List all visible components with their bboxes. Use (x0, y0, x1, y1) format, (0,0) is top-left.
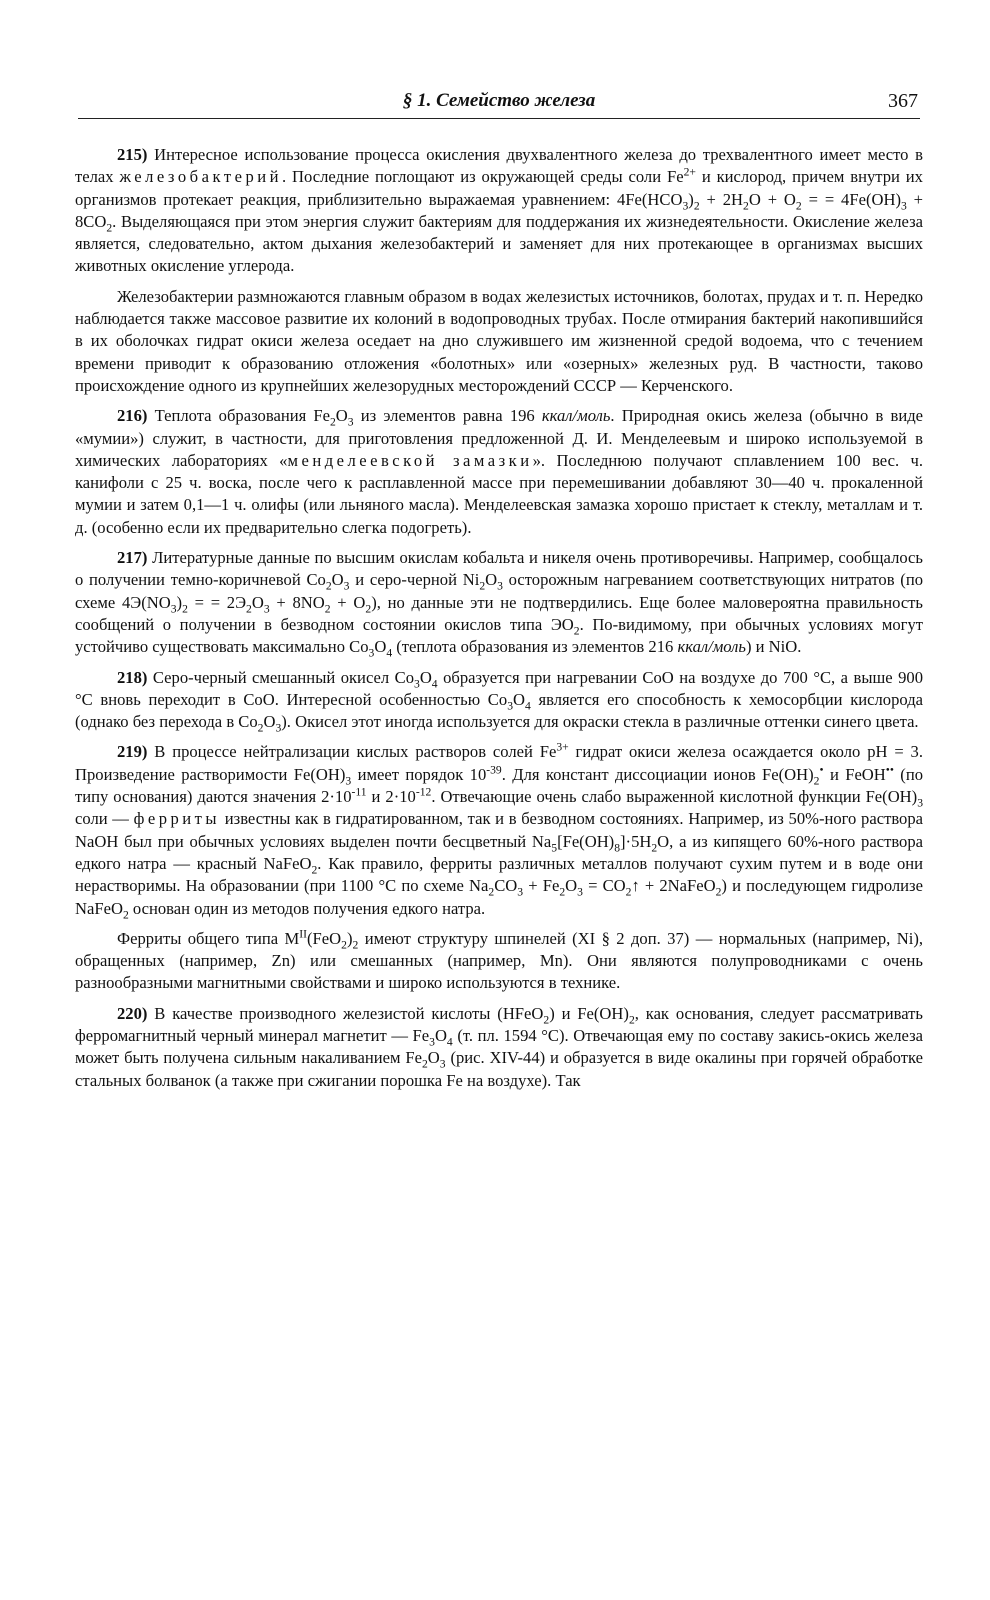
text: (т. пл. 1594 °C). Отвечающая ему по составу закись-окись железа может быть получена сильным накаливанием Fe (75, 1025, 924, 1068)
paragraph-220 (75, 1003, 923, 1092)
text: O (427, 1048, 440, 1068)
note-number: 215) (117, 145, 148, 164)
text: = = 4Fe(OH) (801, 189, 901, 209)
text: O (263, 712, 276, 732)
subscript: 3 (414, 676, 420, 690)
text: имеет порядок 10 (351, 764, 487, 784)
text: O (485, 570, 498, 590)
text: O, а из кипящего 60%-ного раствора едкого натра — красный NaFeO (75, 831, 924, 873)
subscript: 2 (329, 415, 336, 429)
text: = CO (582, 876, 626, 896)
paragraph-217 (75, 547, 923, 658)
text: соли — (75, 809, 134, 829)
text: O (513, 689, 525, 709)
text: гидрат окиси железа осаждается около pH = 3. Произведение растворимости Fe(OH) (75, 742, 923, 784)
text: ↑ + 2NaFeO (631, 876, 716, 896)
subscript: 3 (263, 601, 270, 615)
text: O (565, 876, 578, 896)
text: + 2H (699, 189, 744, 209)
superscript: • (819, 763, 824, 777)
text: . Отвечающие очень слабо выраженной кислотной функции Fe(OH) (431, 787, 918, 807)
subscript: 3 (439, 1057, 446, 1071)
subscript: 3 (917, 796, 923, 810)
subscript: 2 (813, 774, 820, 788)
text: и 2·10 (366, 787, 416, 807)
text: (FeO (307, 928, 342, 948)
superscript: 2+ (683, 165, 696, 179)
text: (по типу основания) даются значения 2·10 (75, 764, 924, 807)
text: CO (494, 876, 518, 896)
paragraph-215 (75, 144, 923, 278)
note-number: 220) (117, 1003, 148, 1023)
text: . Для констант диссоциации ионов Fe(OH) (501, 764, 814, 784)
spaced-term: ферриты (133, 809, 221, 829)
text: имеют структуру шпинелей (XI § 2 доп. 37) — нормальных (например, Ni), обращенных (например, Zn) или смешанных (например, Mn). Они являются полупроводниками с очень разнообразными магнитными свойствами и широко используются в технике. (75, 928, 923, 993)
text: Серо-черный смешанный окисел Co (147, 667, 414, 687)
subscript: 3 (517, 885, 524, 899)
subscript: 4 (524, 699, 531, 713)
text: O (419, 667, 432, 687)
subscript: 2 (365, 601, 372, 615)
text: + 8CO (75, 189, 924, 231)
subscript: 4 (446, 1035, 453, 1049)
text: является его способность к хемосорбции кислорода (однако без перехода в Co (75, 689, 924, 732)
text: Интересное использование процесса окисления двухвалентного железа до трехвалентного имеет место в телах (75, 145, 923, 187)
text: O (331, 570, 344, 590)
superscript: -39 (486, 763, 502, 777)
subscript: 3 (900, 198, 907, 212)
text: ), но данные эти не подтвердились. Еще более маловероятна правильность сообщений о получении в безводном состоянии окислов типа ЭO (75, 592, 924, 634)
text: Ферриты общего типа M (117, 928, 300, 948)
subscript: 4 (386, 646, 393, 660)
text: ) (176, 592, 183, 612)
subscript: 2 (743, 198, 749, 212)
text: ) и последующем гидролизе NaFeO (75, 876, 923, 918)
subscript: 3 (345, 774, 352, 788)
paragraph-218 (75, 667, 923, 734)
paragraph-216 (75, 405, 923, 539)
subscript: 2 (122, 907, 129, 921)
text: основан один из методов получения едкого натра. (128, 898, 486, 918)
subscript: 2 (324, 601, 331, 615)
subscript: 3 (275, 721, 282, 735)
superscript: -11 (351, 785, 367, 799)
note-number: 219) (117, 742, 148, 762)
subscript: 2 (311, 863, 318, 877)
subscript: 2 (625, 885, 632, 899)
text: . Выделяющаяся при этом энергия служит бактериям для поддержания их жизнедеятельности. Окисление железа является, следовательно, актом дыхания железобактерий и заменяет для них протекающее в организмах высших животных окисление углерода. (75, 211, 923, 276)
superscript: 3+ (556, 740, 569, 754)
text: O (335, 406, 348, 426)
subscript: 2 (573, 624, 580, 638)
text: и серо-черной Ni (349, 570, 480, 590)
subscript: 2 (246, 601, 252, 615)
text: В качестве производного железистой кислоты (HFeO (147, 1003, 544, 1023)
subscript: 2 (795, 198, 802, 212)
page-number: 367 (888, 90, 918, 112)
spaced-term: железобактерий (119, 167, 283, 187)
text: ]·5H (620, 831, 652, 851)
text: из элементов равна 196 (353, 406, 542, 426)
text: (теплота образования из элементов 216 (392, 637, 678, 657)
subscript: 2 (488, 885, 495, 899)
text: . Природная окись железа (обычно в виде «мумии») служит, в частности, для приготовления предложенной Д. И. Менделеевым и широко используемой в химических лабораториях « (75, 406, 924, 470)
text: и кислород, причем внутри их организмов протекает реакция, приблизительно выражаемая уравнением: 4Fe(HCO (75, 167, 923, 209)
text: [Fe(OH) (557, 831, 615, 851)
subscript: 2 (421, 1057, 428, 1071)
text: O + O (748, 189, 796, 209)
note-number: 218) (117, 667, 148, 687)
subscript: 2 (715, 885, 722, 899)
paragraph-215-cont: Железобактерии размножаются главным образом в водах железистых источников, болотах, прудах и т. п. Нередко наблюдается также массовое развитие их колоний в водопроводных трубах. После отмирания бактерий накопившийся в их оболочках гидрат окиси железа оседает на дно служившего им жизненной средой водоема, что с течением времени приводит к образованию отложения «болотных» или «озерных» железных руд. В частности, таково происхождение одного из крупнейших железорудных месторождений СССР — Керченского. (75, 286, 923, 395)
subscript: 2 (651, 840, 658, 854)
subscript: 5 (551, 840, 558, 854)
text: ) и Fe(OH) (549, 1003, 629, 1023)
subscript: 2 (628, 1013, 635, 1026)
subscript: 3 (497, 579, 503, 593)
superscript: -12 (415, 785, 432, 799)
text: ) и NiO. (745, 637, 802, 657)
paragraph-219-cont (75, 928, 923, 995)
text: ». Последнюю получают сплавлением 100 вес. ч. канифоли с 25 ч. воска, после чего к расплавленной массе при перемешивании добавляют 30—40 ч. прокаленной мумии и затем 0,1—1 ч. олифы (или льняного масла). Менделеевская замазка хорошо пристает к стеклу, металлам и т. д. (особенно если их предварительно слегка подогреть). (75, 450, 924, 537)
text: . По-видимому, при обычных условиях могут устойчиво существовать максимально Co (75, 614, 923, 657)
subscript: 2 (257, 721, 264, 735)
text: . Последние поглощают из окружающей среды соли Fe (282, 167, 684, 187)
subscript: 2 (341, 938, 347, 952)
note-number: 217) (117, 548, 148, 568)
text: осторожным нагреванием соответствующих нитратов (по схеме 4Э(NO (75, 570, 924, 612)
text: = = 2Э (187, 592, 247, 612)
subscript: 3 (577, 885, 583, 899)
subscript: 2 (106, 221, 113, 235)
subscript: 2 (325, 579, 332, 593)
subscript: 8 (614, 840, 621, 854)
subscript: 2 (559, 885, 566, 899)
unit: ккал/моль (541, 406, 611, 426)
text: ) (688, 189, 694, 209)
text: ) (346, 928, 353, 948)
subscript: 3 (507, 699, 513, 713)
text: (рис. XIV-44) и образуется в виде окалины при горячей обработке стальных болванок (а также при сжигании порошка Fe на воздухе). Так (75, 1048, 923, 1090)
spaced-term: менделеевской замазки (287, 450, 533, 470)
superscript: •• (885, 763, 894, 777)
subscript: 3 (347, 415, 354, 429)
text: , как основания, следует рассматривать ферромагнитный черный минерал магнетит — Fe (75, 1003, 923, 1045)
page-body (75, 144, 923, 1100)
subscript: 2 (543, 1013, 550, 1026)
subscript: 2 (182, 601, 188, 615)
text: Литературные данные по высшим окислам кобальта и никеля очень противоречивы. Например, сообщалось о получении темно-коричневой Co (75, 548, 923, 590)
text: и FeOH (823, 764, 886, 784)
subscript: 4 (431, 676, 438, 690)
text: . Как правило, ферриты различных металлов получают сухим путем и в воде они нерастворимы. На образовании (при 1100 °C по схеме Na (75, 853, 923, 896)
text: O (374, 637, 387, 657)
subscript: 3 (343, 579, 350, 593)
unit: ккал/моль (677, 637, 746, 657)
text: известны как в гидратированном, так и в безводном состояниях. Например, из 50%-ного раствора NaOH был при обычных условиях выделен почти бесцветный Na (75, 809, 923, 851)
subscript: 2 (693, 198, 700, 212)
note-number: 216) (117, 406, 148, 426)
section-title: § 1. Семейство железа (402, 90, 596, 111)
subscript: 3 (682, 198, 689, 212)
text: + O (330, 592, 366, 612)
text: O (434, 1025, 447, 1045)
text: В процессе нейтрализации кислых растворов солей Fe (147, 742, 557, 762)
paragraph-219 (75, 741, 923, 919)
subscript: 3 (368, 646, 375, 660)
running-header (78, 88, 920, 119)
subscript: 2 (352, 938, 359, 952)
text: образуется при нагревании CoO на воздухе до 700 °C, а выше 900 °C вновь переходит в CoO. Интересной особенностью Co (75, 667, 923, 709)
subscript: 3 (429, 1035, 435, 1049)
subscript: 3 (170, 601, 177, 615)
text: + 8NO (269, 592, 325, 612)
text: ). Окисел этот иногда используется для окраски стекла в различные оттенки синего цвета. (281, 712, 919, 732)
text: + Fe (523, 876, 560, 896)
superscript: II (299, 927, 308, 941)
text: Теплота образования Fe (147, 406, 330, 426)
subscript: 2 (479, 579, 486, 593)
text: O (251, 592, 264, 612)
